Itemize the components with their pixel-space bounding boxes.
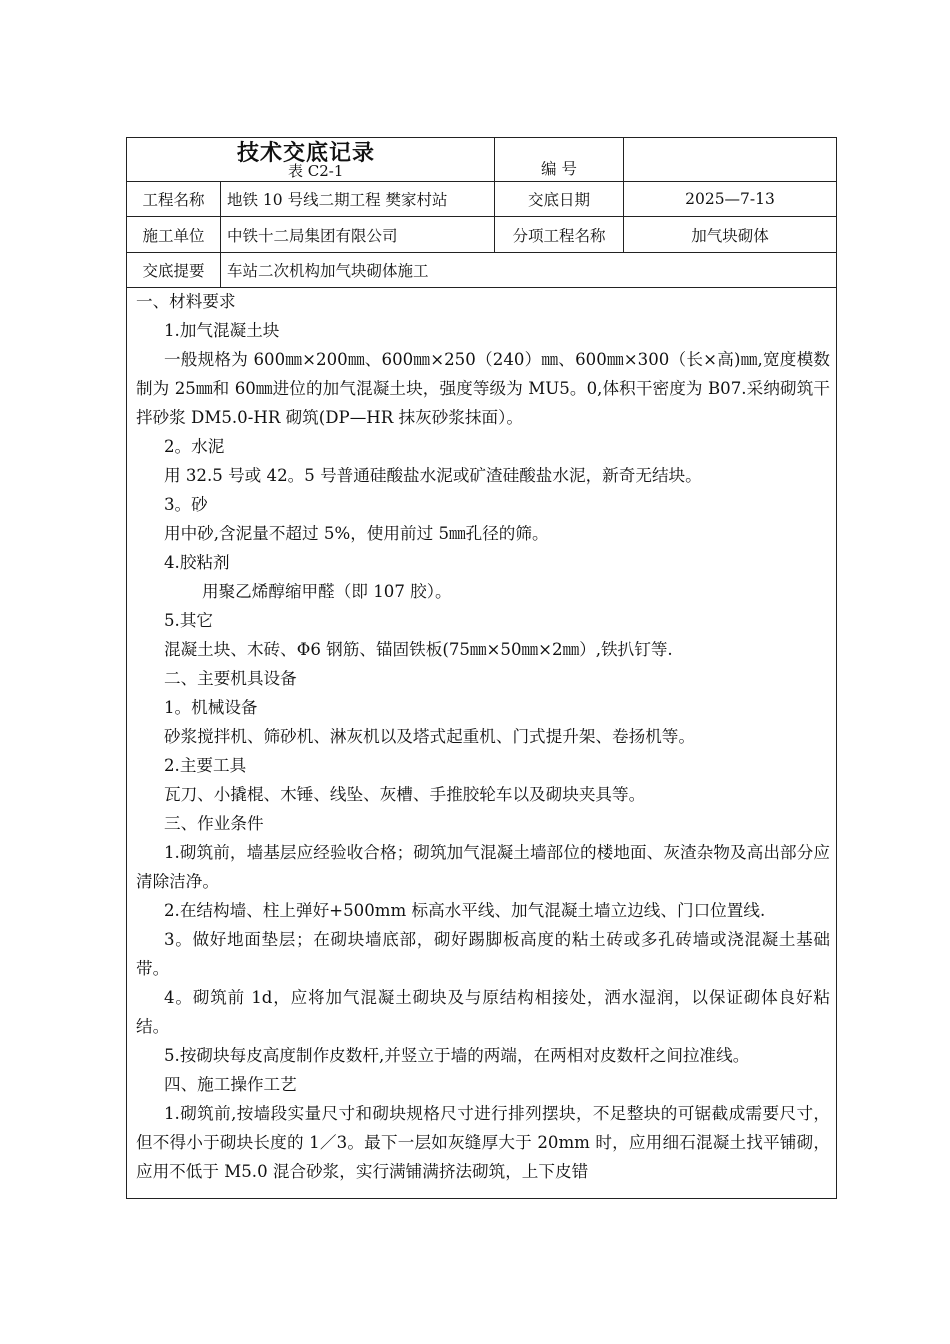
number-value (624, 138, 836, 181)
content-paragraph: 1.砌筑前，墙基层应经验收合格；砌筑加气混凝土墙部位的楼地面、灰渣杂物及高出部分应清除洁净。 (136, 843, 830, 891)
date-value: 2025—7-13 (685, 190, 775, 208)
form-number: 表 C2-1 (288, 162, 344, 180)
content-paragraph: 5.其它 (164, 611, 214, 630)
document-title: 技术交底记录 (237, 140, 376, 166)
content-paragraph: 3。砂 (164, 495, 208, 514)
content-paragraph: 用中砂,含泥量不超过 5%，使用前过 5㎜孔径的筛。 (164, 524, 549, 543)
subitem-value: 加气块砌体 (691, 226, 769, 245)
subitem-label: 分项工程名称 (512, 226, 606, 245)
content-paragraph: 混凝土块、木砖、Φ6 钢筋、锚固铁板(75㎜×50㎜×2㎜）,铁扒钉等. (164, 640, 673, 659)
summary-value: 车站二次机构加气块砌体施工 (227, 262, 429, 280)
disclosure-content (136, 287, 830, 1186)
content-paragraph: 用 32.5 号或 42。5 号普通硅酸盐水泥或矿渣硅酸盐水泥，新奇无结块。 (164, 466, 702, 485)
date-label: 交底日期 (527, 191, 590, 209)
project-label: 工程名称 (142, 191, 205, 209)
content-paragraph: 2。水泥 (164, 437, 225, 456)
number-label: 编 号 (541, 160, 577, 178)
content-paragraph: 一般规格为 600㎜×200㎜、600㎜×250（240）㎜、600㎜×300（长×高)㎜,宽度模数制为 25㎜和 60㎜进位的加气混凝土块，强度等级为 MU5。0,体积干密度为 B07.采纳砌筑干拌砂浆 DM5.0-HR 砌筑(DP—HR 抹灰砂浆抹面）。 (136, 350, 830, 427)
content-paragraph: 4.胶粘剂 (164, 553, 230, 572)
project-value: 地铁 10 号线二期工程 樊家村站 (227, 191, 448, 209)
content-paragraph: 用聚乙烯醇缩甲醛（即 107 胶）。 (202, 582, 452, 601)
summary-label: 交底提要 (142, 262, 205, 280)
unit-value: 中铁十二局集团有限公司 (227, 226, 398, 245)
content-paragraph: 2.在结构墙、柱上弹好+500mm 标高水平线、加气混凝土墙立边线、门口位置线. (164, 901, 766, 920)
content-paragraph: 瓦刀、小撬棍、木锤、线坠、灰槽、手推胶轮车以及砌块夹具等。 (164, 785, 646, 804)
content-paragraph: 1.加气混凝土块 (164, 321, 280, 340)
content-paragraph: 二、主要机具设备 (164, 669, 297, 688)
content-paragraph: 5.按砌块每皮高度制作皮数杆,并竖立于墙的两端，在两相对皮数杆之间拉准线。 (164, 1046, 750, 1065)
content-paragraph: 2.主要工具 (164, 756, 247, 775)
content-paragraph: 1。机械设备 (164, 698, 258, 717)
content-paragraph: 三、作业条件 (164, 814, 264, 833)
unit-label: 施工单位 (142, 226, 205, 245)
content-paragraph: 1.砌筑前,按墙段实量尺寸和砌块规格尺寸进行排列摆块，不足整块的可锯截成需要尺寸，但不得小于砌块长度的 1／3。最下一层如灰缝厚大于 20mm 时，应用细石混凝土找平铺砌，应用不低于 M5.0 混合砂浆，实行满铺满挤法砌筑，上下皮错 (136, 1104, 830, 1181)
content-paragraph: 四、施工操作工艺 (164, 1075, 297, 1094)
content-paragraph: 3。做好地面垫层；在砌块墙底部，砌好踢脚板高度的粘土砖或多孔砖墙或浇混凝土基础带。 (136, 930, 830, 978)
content-paragraph: 砂浆搅拌机、筛砂机、淋灰机以及塔式起重机、门式提升架、卷扬机等。 (164, 727, 695, 746)
content-paragraph: 4。砌筑前 1d，应将加气混凝土砌块及与原结构相接处，洒水湿润，以保证砌体良好粘结。 (136, 988, 830, 1036)
content-paragraph: 一、材料要求 (136, 292, 236, 311)
